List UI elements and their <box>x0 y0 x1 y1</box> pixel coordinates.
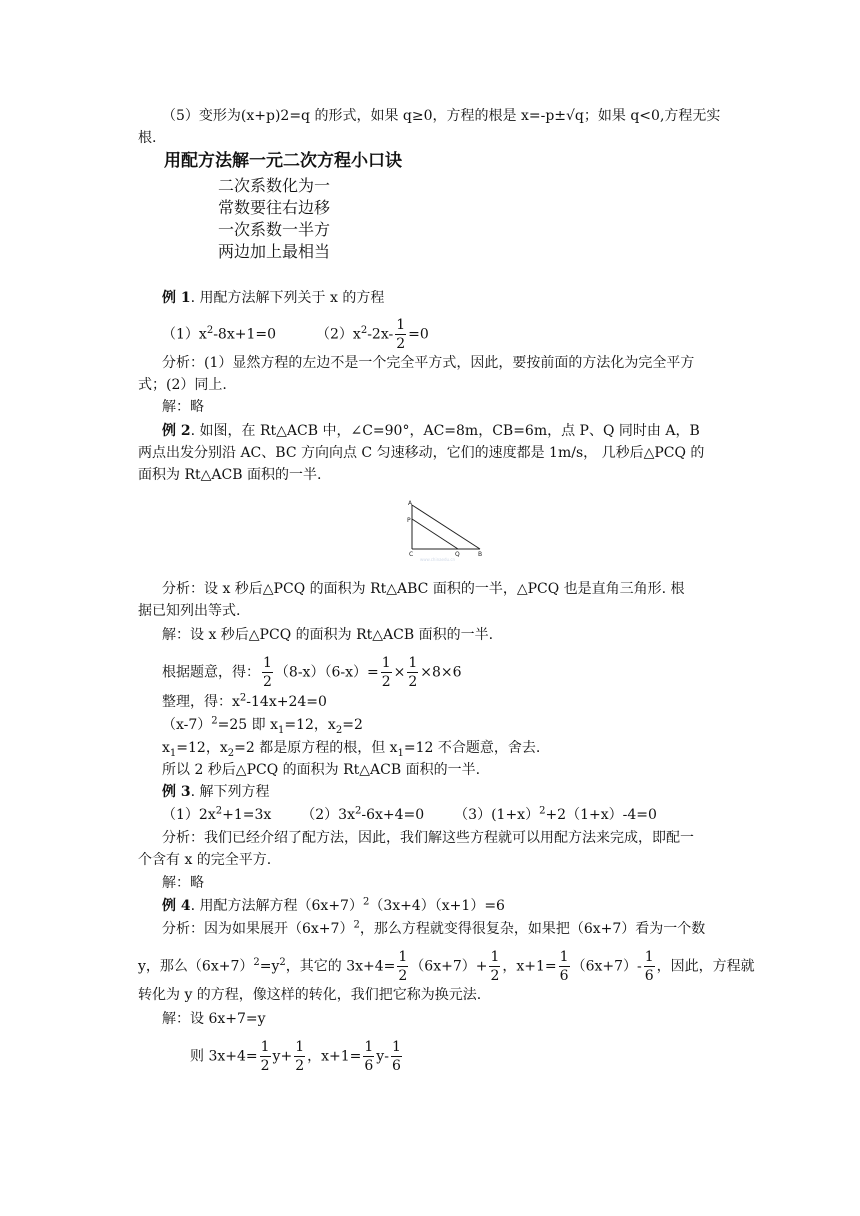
superscript: 2 <box>206 324 214 336</box>
superscript: 2 <box>360 324 368 336</box>
analysis-text: ，那么方程就变得很复杂，如果把（6x+7）看为一个数 <box>359 921 706 937</box>
example-3-problems <box>162 805 657 825</box>
equation-text: × <box>393 664 406 681</box>
analysis-line: 分析：(1）显然方程的左边不是一个完全平方式，因此，要按前面的方法化为完全平方 <box>162 355 695 371</box>
fraction-half: $\frac{1}{2}$ <box>490 949 500 984</box>
equation-text: -14x+24=0 <box>246 694 327 710</box>
fraction-half: $\frac{1}{2}$ <box>263 655 272 690</box>
segment-pq <box>412 519 458 549</box>
equation-line <box>162 656 462 689</box>
equation-line <box>162 738 540 758</box>
superscript: 2 <box>239 692 247 704</box>
problem-text: =0 <box>408 326 429 343</box>
example-text: . 解下列方程 <box>190 784 270 800</box>
analysis-text: （6x+7）+ <box>410 958 488 975</box>
example-2-line <box>162 421 700 441</box>
analysis-line: 据已知列出等式. <box>138 603 241 619</box>
analysis-line: 分析：我们已经介绍了配方法，因此，我们解这些方程就可以用配方法来完成，即配一 <box>162 830 694 846</box>
subscript: 1 <box>278 724 285 736</box>
example-label: 例 3 <box>162 784 191 800</box>
fraction-sixth: $\frac{1}{6}$ <box>644 949 654 984</box>
equation-text: ×8×6 <box>420 664 462 681</box>
solution-line: 解：略 <box>162 875 204 891</box>
text-line: 根. <box>138 130 157 146</box>
label-b: B <box>478 551 483 558</box>
verse-line: 一次系数一半方 <box>218 220 331 239</box>
superscript: 2 <box>353 919 360 931</box>
label-c: C <box>409 551 414 558</box>
label-q: Q <box>455 551 460 558</box>
problem-text: -2x- <box>367 326 394 343</box>
label-a: A <box>408 500 413 507</box>
example-2-line: 两点出发分别沿 AC、BC 方向向点 C 匀速移动，它们的速度都是 1m/s， 几秒后△PCQ 的 <box>138 445 705 461</box>
example-label: 例 1 <box>162 290 191 306</box>
analysis-line: 个含有 x 的完全平方. <box>138 852 272 868</box>
solution-text: y- <box>376 1048 389 1065</box>
problem-text: （2）3x <box>301 807 355 823</box>
example-text: . 用配方法解下列关于 x 的方程 <box>190 290 385 306</box>
equation-text: =2 都是原方程的根，但 x <box>234 740 398 756</box>
example-2-line: 面积为 Rt△ACB 面积的一半. <box>138 467 322 483</box>
text-line: （5）变形为(x+p)2=q 的形式，如果 q≥0，方程的根是 x=-p±√q；如果 q<0,方程无实 <box>162 108 721 124</box>
example-text: （3x+4）（x+1）=6 <box>369 898 505 914</box>
solution-text: y+ <box>272 1048 293 1065</box>
analysis-text: ，x+1= <box>502 958 557 975</box>
problem-text: +2（1+x）-4=0 <box>545 807 657 823</box>
analysis-line <box>138 950 755 983</box>
solution-line: 解：设 x 秒后△PCQ 的面积为 Rt△ACB 面积的一半. <box>162 627 494 643</box>
equation-text: =2 <box>342 717 363 733</box>
equation-text: =12 不合题意，舍去. <box>403 740 541 756</box>
example-label: 例 4 <box>162 898 191 914</box>
fraction-half: $\frac{1}{2}$ <box>396 317 406 352</box>
fraction-half: $\frac{1}{2}$ <box>398 949 408 984</box>
example-text: . 用配方法解方程（6x+7） <box>190 898 363 914</box>
example-1-problems <box>162 318 429 351</box>
subscript: 1 <box>397 747 404 759</box>
fraction-sixth: $\frac{1}{6}$ <box>364 1039 374 1074</box>
subscript: 1 <box>169 747 177 759</box>
superscript: 2 <box>215 805 223 817</box>
analysis-text: y，那么（6x+7） <box>138 958 254 975</box>
segment-ab <box>412 505 480 549</box>
solution-text: 则 3x+4= <box>190 1048 258 1065</box>
analysis-line: 式；(2）同上. <box>138 377 227 393</box>
superscript: 2 <box>539 805 546 817</box>
watermark: www.chinaedu.cn <box>420 557 456 562</box>
fraction-half: $\frac{1}{2}$ <box>295 1039 305 1074</box>
fraction-sixth: $\frac{1}{6}$ <box>391 1039 401 1074</box>
equation-text: （8-x）（6-x）= <box>274 664 379 681</box>
example-1-title <box>162 288 384 308</box>
analysis-text: =y <box>259 958 280 975</box>
problem-text: +1=3x <box>222 807 272 823</box>
section-heading: 用配方法解一元二次方程小口诀 <box>164 151 402 171</box>
solution-text: ，x+1= <box>307 1048 362 1065</box>
equation-line <box>162 692 327 712</box>
problem-text: （1）2x <box>162 807 216 823</box>
analysis-line <box>162 919 705 939</box>
example-4-title <box>162 896 505 916</box>
superscript: 2 <box>253 956 260 968</box>
problem-text: -6x+4=0 <box>361 807 425 823</box>
analysis-text: 分析：因为如果展开（6x+7） <box>162 921 354 937</box>
solution-line <box>190 1040 404 1073</box>
solution-line: 解：设 6x+7=y <box>162 1011 266 1027</box>
verse-line: 两边加上最相当 <box>218 242 331 261</box>
example-text: . 如图，在 Rt△ACB 中，∠C=90°，AC=8m，CB=6m，点 P、Q 同时由 A，B <box>190 423 700 439</box>
problem-text: -8x+1=0 <box>213 326 276 343</box>
example-label: 例 2 <box>162 423 191 439</box>
problem-text: （3）(1+x） <box>454 807 540 823</box>
verse-line: 二次系数化为一 <box>218 176 331 195</box>
problem-text: （1）x <box>162 326 207 343</box>
equation-text: 根据题意，得： <box>162 664 260 681</box>
equation-line <box>162 715 363 735</box>
problem-text: （2）x <box>316 326 361 343</box>
equation-text: =25 即 x <box>217 717 279 733</box>
fraction-half: $\frac{1}{2}$ <box>381 655 391 690</box>
analysis-text: ，因此，方程就 <box>656 958 755 975</box>
fraction-half: $\frac{1}{2}$ <box>260 1039 270 1074</box>
fraction-half: $\frac{1}{2}$ <box>408 655 418 690</box>
equation-text: 整理，得：x <box>162 694 240 710</box>
analysis-text: ，其它的 3x+4= <box>285 958 396 975</box>
analysis-line: 分析：设 x 秒后△PCQ 的面积为 Rt△ABC 面积的一半，△PCQ 也是直角三角形. 根 <box>162 581 685 597</box>
subscript: 2 <box>335 724 343 736</box>
example-3-title <box>162 782 270 802</box>
triangle-figure <box>398 497 490 563</box>
equation-text: =12，x <box>176 740 228 756</box>
equation-text: （x-7） <box>162 717 212 733</box>
superscript: 2 <box>211 715 218 727</box>
conclusion-line: 所以 2 秒后△PCQ 的面积为 Rt△ACB 面积的一半. <box>162 762 481 778</box>
superscript: 2 <box>362 896 370 908</box>
equation-text: x <box>162 740 170 756</box>
fraction-sixth: $\frac{1}{6}$ <box>559 949 569 984</box>
label-p: P <box>407 517 411 524</box>
solution-line: 解：略 <box>162 399 204 415</box>
analysis-line: 转化为 y 的方程，像这样的转化，我们把它称为换元法. <box>138 987 482 1003</box>
equation-text: =12，x <box>284 717 336 733</box>
subscript: 2 <box>227 747 235 759</box>
superscript: 2 <box>354 805 362 817</box>
verse-line: 常数要往右边移 <box>218 198 331 217</box>
superscript: 2 <box>279 956 286 968</box>
analysis-text: （6x+7）- <box>571 958 642 975</box>
